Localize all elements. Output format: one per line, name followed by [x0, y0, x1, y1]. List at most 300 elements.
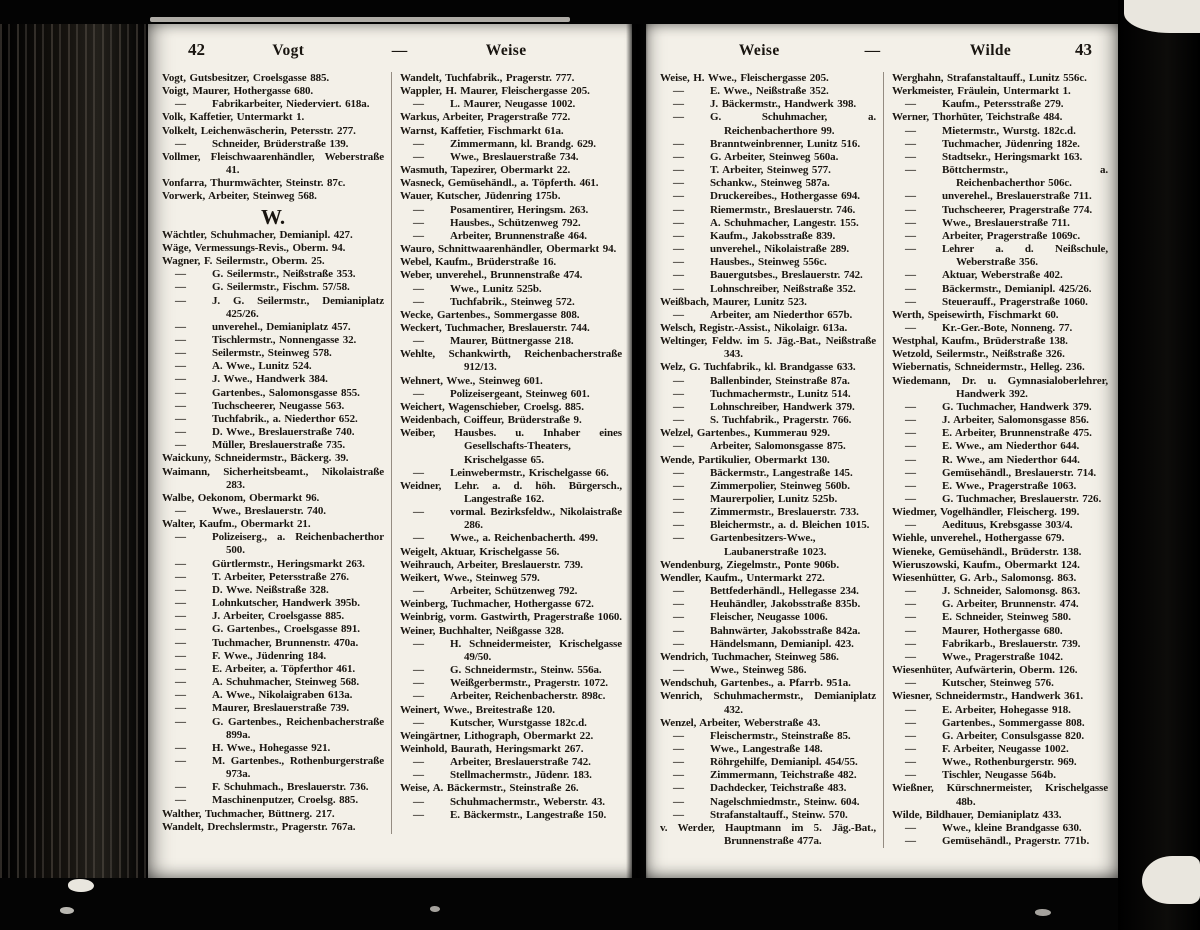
- ditto-dash: —: [175, 98, 186, 111]
- directory-entry: [892, 348, 1108, 361]
- directory-entry: [660, 72, 876, 85]
- entry-text: Wasneck, Gemüsehändl., a. Töpferth. 461.: [400, 177, 599, 190]
- directory-entry: [660, 427, 876, 440]
- ditto-dash: —: [905, 742, 916, 755]
- entry-text: Vonfarra, Thurmwächter, Steinstr. 87c.: [162, 177, 346, 190]
- entry-text: Müller, Breslauerstraße 735.: [212, 439, 346, 452]
- entry-text: Wiehle, unverehel., Hothergasse 679.: [892, 532, 1065, 545]
- directory-entry: [892, 664, 1108, 677]
- ditto-dash: —: [905, 585, 916, 598]
- ditto-dash: —: [413, 466, 424, 479]
- scan-artifact: [68, 879, 94, 892]
- ditto-dash: —: [175, 794, 186, 807]
- directory-entry: [892, 111, 1108, 124]
- ditto-dash: —: [905, 493, 916, 505]
- directory-entry: [892, 677, 1108, 690]
- entry-text: Seilermstr., Steinweg 578.: [212, 347, 332, 360]
- entry-text: Tischler, Neugasse 564b.: [942, 769, 1056, 782]
- ditto-dash: —: [905, 479, 916, 492]
- directory-entry: [162, 518, 384, 531]
- entry-text: Wecke, Gartenbes., Sommergasse 808.: [400, 308, 580, 321]
- directory-entry: [162, 584, 384, 597]
- directory-entry: [400, 322, 622, 335]
- ditto-dash: —: [905, 282, 916, 295]
- entry-text: Weiber, Hausbes. u. Inhaber eines Gesellschafts-Theaters, Krischelgasse 65.: [400, 427, 622, 466]
- entry-text: Leinwebermstr., Krischelgasse 66.: [450, 466, 609, 479]
- entry-text: Bäckermstr., Demianipl. 425/26.: [942, 282, 1092, 295]
- ditto-dash: —: [673, 190, 684, 203]
- entry-text: J. Schneider, Salomonsg. 863.: [942, 585, 1081, 598]
- entry-text: Walter, Kaufm., Obermarkt 21.: [162, 518, 311, 531]
- directory-entry: [162, 125, 384, 138]
- ditto-dash: —: [905, 203, 916, 216]
- entry-text: Tuchfabrik., Steinweg 572.: [450, 295, 575, 308]
- entry-text: Wwe., Breslauerstraße 711.: [942, 216, 1070, 229]
- entry-text: Fleischer, Neugasse 1006.: [710, 611, 828, 624]
- page-gutter: [626, 24, 648, 878]
- entry-text: Weise, H. Wwe., Fleischergasse 205.: [660, 72, 829, 84]
- directory-entry: [400, 717, 622, 730]
- directory-entry: [162, 400, 384, 413]
- ditto-dash: —: [905, 611, 916, 624]
- directory-entry: [892, 572, 1108, 585]
- directory-entry: [660, 822, 876, 848]
- ditto-dash: —: [175, 373, 186, 386]
- directory-entry: [660, 269, 876, 282]
- ditto-dash: —: [673, 479, 684, 492]
- directory-entry: [400, 401, 622, 414]
- entry-text: Tuchmacher, Jüdenring 182e.: [942, 137, 1080, 150]
- directory-entry: [892, 730, 1108, 743]
- directory-entry: [660, 690, 876, 716]
- entry-text: Kaufm., Jakobsstraße 839.: [710, 229, 836, 242]
- entry-text: G. Tuchmacher, Handwerk 379.: [942, 400, 1092, 413]
- directory-entry: [162, 72, 384, 85]
- directory-entry: [400, 296, 622, 309]
- entry-text: Lohnschreiber, Handwerk 379.: [710, 400, 855, 413]
- entry-text: unverehel., Breslauerstraße 711.: [942, 190, 1092, 203]
- directory-entry: [400, 375, 622, 388]
- entry-text: Maurer, Hothergasse 680.: [942, 624, 1063, 637]
- entry-text: Wehlte, Schankwirth, Reichenbacherstraße 912/13.: [400, 348, 622, 374]
- entry-text: Weißbach, Maurer, Lunitz 523.: [660, 295, 807, 308]
- ditto-dash: —: [673, 598, 684, 611]
- entry-text: Wieneke, Gemüsehändl., Brüderstr. 138.: [892, 545, 1082, 558]
- entry-text: Wwe., Rothenburgerstr. 969.: [942, 756, 1077, 769]
- ditto-dash: —: [673, 282, 684, 295]
- entry-text: Werth, Speisewirth, Fischmarkt 60.: [892, 308, 1059, 321]
- entry-text: Steuerauff., Pragerstraße 1060.: [942, 295, 1088, 308]
- left-page-header: [148, 24, 632, 68]
- left-page-column-2: [392, 72, 622, 834]
- directory-entry: [162, 821, 384, 834]
- directory-entry: [162, 111, 384, 124]
- entry-text: Schuhmachermstr., Weberstr. 43.: [450, 795, 605, 808]
- running-head-right-end: Wilde: [969, 42, 1012, 59]
- entry-text: Walther, Tuchmacher, Büttnerg. 217.: [162, 807, 335, 820]
- right-page-number: 43: [1075, 40, 1092, 59]
- entry-text: Stadtsekr., Heringsmarkt 163.: [942, 150, 1083, 163]
- directory-entry: [892, 375, 1108, 401]
- directory-entry: [660, 559, 876, 572]
- directory-entry: [660, 454, 876, 467]
- scan-edge-right: [1118, 0, 1200, 930]
- directory-entry: [892, 440, 1108, 453]
- directory-entry: [162, 281, 384, 294]
- entry-text: Branntweinbrenner, Lunitz 516.: [710, 137, 860, 150]
- entry-text: Kr.-Ger.-Bote, Nonneng. 77.: [942, 321, 1073, 334]
- entry-text: Lehrer a. d. Neißschule, Weberstraße 356.: [942, 243, 1108, 269]
- entry-text: Gartenbesitzers-Wwe., Laubanerstraße 1023.: [710, 532, 827, 558]
- entry-text: Wiedemann, Dr. u. Gymnasialoberlehrer, Handwerk 392.: [892, 374, 1108, 400]
- directory-entry: [892, 401, 1108, 414]
- directory-entry: [400, 638, 622, 664]
- directory-entry: [162, 439, 384, 452]
- entry-text: J. G. Seilermstr., Demianiplatz 425/26.: [212, 294, 384, 320]
- directory-entry: [660, 111, 876, 137]
- entry-text: Wwe., kleine Brandgasse 630.: [942, 821, 1082, 834]
- ditto-dash: —: [175, 360, 186, 373]
- directory-entry: [660, 283, 876, 296]
- directory-entry: [162, 426, 384, 439]
- entry-text: Tuchfabrik., a. Niederthor 652.: [212, 412, 358, 425]
- directory-entry: [660, 243, 876, 256]
- directory-entry: [400, 546, 622, 559]
- directory-entry: [660, 256, 876, 269]
- directory-entry: [400, 217, 622, 230]
- ditto-dash: —: [413, 387, 424, 400]
- ditto-dash: —: [905, 321, 916, 334]
- entry-text: H. Wwe., Hohegasse 921.: [212, 741, 331, 754]
- ditto-dash: —: [175, 676, 186, 689]
- entry-text: A. Wwe., Nikolaigraben 613a.: [212, 689, 353, 702]
- ditto-dash: —: [673, 769, 684, 782]
- directory-entry: [162, 794, 384, 807]
- directory-entry: [892, 598, 1108, 611]
- entry-text: Arbeiter, Brunnenstraße 464.: [450, 229, 587, 242]
- directory-entry: [400, 309, 622, 322]
- directory-entry: [660, 493, 876, 506]
- entry-text: J. Bäckermstr., Handwerk 398.: [710, 98, 857, 111]
- ditto-dash: —: [413, 716, 424, 729]
- ditto-dash: —: [175, 610, 186, 623]
- ditto-dash: —: [673, 493, 684, 505]
- directory-entry: [400, 230, 622, 243]
- ditto-dash: —: [175, 531, 186, 544]
- right-page-column-2: [884, 72, 1108, 848]
- directory-entry: [660, 164, 876, 177]
- ditto-dash: —: [413, 532, 424, 545]
- ditto-dash: —: [905, 243, 916, 256]
- ditto-dash: —: [175, 689, 186, 702]
- entry-text: Zimmermann, kl. Brandg. 629.: [450, 137, 596, 150]
- scan-artifact: [150, 17, 570, 22]
- entry-text: Arbeiter, Schützenweg 792.: [450, 585, 578, 598]
- entry-text: Weiner, Buchhalter, Neißgasse 328.: [400, 624, 564, 637]
- directory-entry: [162, 558, 384, 571]
- entry-text: Tuchscheerer, Neugasse 563.: [212, 399, 345, 412]
- directory-entry: [400, 111, 622, 124]
- directory-entry: [892, 269, 1108, 282]
- directory-entry: [400, 177, 622, 190]
- entry-text: Polizeisergeant, Steinweg 601.: [450, 387, 590, 400]
- ditto-dash: —: [905, 716, 916, 729]
- entry-text: J. Arbeiter, Salomonsgasse 856.: [942, 414, 1089, 427]
- ditto-dash: —: [673, 729, 684, 742]
- entry-text: G. Schuhmacher, a. Reichenbacherthore 99.: [710, 111, 876, 137]
- entry-text: Wagner, F. Seilermstr., Oberm. 25.: [162, 255, 325, 268]
- entry-text: E. Bäckermstr., Langestraße 150.: [450, 808, 607, 821]
- ditto-dash: —: [905, 427, 916, 440]
- entry-text: Vollmer, Fleischwaarenhändler, Weberstraße 41.: [162, 150, 384, 177]
- ditto-dash: —: [175, 439, 186, 452]
- directory-entry: [162, 781, 384, 794]
- entry-text: Maurer, Büttnergasse 218.: [450, 335, 574, 348]
- entry-text: Röhrgehilfe, Demianipl. 454/55.: [710, 756, 858, 769]
- entry-text: E. Schneider, Steinweg 580.: [942, 611, 1071, 624]
- entry-text: Wappler, H. Maurer, Fleischergasse 205.: [400, 85, 590, 98]
- ditto-dash: —: [905, 677, 916, 690]
- ditto-dash: —: [905, 98, 916, 111]
- entry-text: Weigelt, Aktuar, Krischelgasse 56.: [400, 545, 560, 558]
- entry-text: Aedituus, Krebsgasse 303/4.: [942, 519, 1073, 532]
- entry-text: Wwe., Breslauerstr. 740.: [212, 505, 326, 517]
- entry-text: Arbeiter, Breslauerstraße 742.: [450, 756, 591, 769]
- entry-text: Fleischermstr., Steinstraße 85.: [710, 729, 851, 742]
- entry-text: Weidner, Lehr. a. d. höh. Bürgersch., Langestraße 162.: [400, 479, 622, 505]
- entry-text: Weichert, Wagenschieber, Croelsg. 885.: [400, 400, 584, 413]
- entry-text: E. Arbeiter, Hohegasse 918.: [942, 703, 1071, 716]
- directory-entry: [660, 217, 876, 230]
- directory-entry: [660, 335, 876, 361]
- section-heading: W.: [260, 204, 286, 229]
- ditto-dash: —: [673, 466, 684, 479]
- entry-text: Maschinenputzer, Croelsg. 885.: [212, 794, 358, 807]
- directory-entry: [660, 532, 876, 558]
- entry-text: Wiesenhüter, Aufwärterin, Oberm. 126.: [892, 664, 1078, 677]
- directory-entry: [892, 743, 1108, 756]
- ditto-dash: —: [175, 649, 186, 662]
- ditto-dash: —: [175, 412, 186, 425]
- entry-text: Werkmeister, Fräulein, Untermarkt 1.: [892, 85, 1071, 98]
- entry-text: Wetzold, Seilermstr., Neißstraße 326.: [892, 348, 1065, 361]
- directory-entry: [162, 138, 384, 151]
- ditto-dash: —: [905, 164, 916, 177]
- directory-entry: [400, 348, 622, 374]
- entry-text: F. Wwe., Jüdenring 184.: [212, 649, 327, 662]
- directory-entry: [162, 610, 384, 623]
- entry-text: Maurer, Breslauerstraße 739.: [212, 702, 350, 715]
- directory-entry: [162, 637, 384, 650]
- directory-entry: [162, 755, 384, 781]
- entry-text: H. Schneidermeister, Krischelgasse 49/50.: [450, 637, 622, 663]
- directory-entry: [892, 335, 1108, 348]
- entry-text: Nagelschmiedmstr., Steinw. 604.: [710, 795, 860, 808]
- ditto-dash: —: [905, 519, 916, 532]
- directory-entry: [660, 467, 876, 480]
- directory-entry: [400, 611, 622, 624]
- directory-entry: [892, 125, 1108, 138]
- ditto-dash: —: [175, 333, 186, 346]
- ditto-dash: —: [673, 256, 684, 269]
- ditto-dash: —: [673, 229, 684, 242]
- entry-text: Bahnwärter, Jakobsstraße 842a.: [710, 624, 861, 637]
- ditto-dash: —: [905, 453, 916, 466]
- entry-text: Händelsmann, Demianipl. 423.: [710, 637, 854, 650]
- entry-text: Arbeiter, Salomonsgasse 875.: [710, 440, 846, 453]
- entry-text: Wwe., Pragerstraße 1042.: [942, 650, 1063, 663]
- directory-entry: [660, 506, 876, 519]
- directory-entry: [400, 414, 622, 427]
- ditto-dash: —: [673, 308, 684, 321]
- directory-entry: [660, 677, 876, 690]
- running-head-left-end: Weise: [485, 42, 527, 59]
- entry-text: Arbeiter, Reichenbacherstr. 898c.: [450, 690, 606, 703]
- ditto-dash: —: [413, 137, 424, 150]
- directory-entry: [162, 360, 384, 373]
- entry-text: S. Tuchfabrik., Pragerstr. 766.: [710, 414, 852, 427]
- directory-entry: [892, 454, 1108, 467]
- entry-text: v. Werder, Hauptmann im 5. Jäg.-Bat., Brunnenstraße 477a.: [660, 821, 876, 848]
- entry-text: Tuchmachermstr., Lunitz 514.: [710, 387, 851, 400]
- directory-entry: [892, 638, 1108, 651]
- directory-entry: [162, 466, 384, 492]
- entry-text: Stellmachermstr., Jüdenr. 183.: [450, 769, 592, 782]
- directory-entry: [892, 85, 1108, 98]
- directory-entry: [660, 138, 876, 151]
- running-head-right-separator: —: [864, 42, 881, 59]
- entry-text: Schneider, Brüderstraße 139.: [212, 137, 349, 150]
- entry-text: Kaufm., Petersstraße 279.: [942, 98, 1064, 111]
- entry-text: Wießner, Kürschnermeister, Krischelgasse 48b.: [892, 782, 1108, 808]
- entry-text: Weingärtner, Lithograph, Obermarkt 22.: [400, 729, 594, 742]
- ditto-dash: —: [175, 636, 186, 649]
- ditto-dash: —: [413, 637, 424, 650]
- ditto-dash: —: [413, 282, 424, 295]
- entry-text: G. Gartenbes., Reichenbacherstraße 899a.: [212, 715, 384, 741]
- ditto-dash: —: [413, 335, 424, 348]
- scan-edge-bottom: [0, 878, 1200, 930]
- entry-text: Wendler, Kaufm., Untermarkt 272.: [660, 571, 825, 584]
- ditto-dash: —: [673, 611, 684, 624]
- directory-entry: [660, 401, 876, 414]
- directory-entry: [892, 230, 1108, 243]
- entry-text: Voigt, Maurer, Hothergasse 680.: [162, 85, 314, 98]
- ditto-dash: —: [905, 756, 916, 769]
- entry-text: Schankw., Steinweg 587a.: [710, 177, 830, 190]
- entry-text: Warkus, Arbeiter, Pragerstraße 772.: [400, 111, 571, 124]
- ditto-dash: —: [413, 808, 424, 821]
- ditto-dash: —: [673, 243, 684, 256]
- entry-text: Wandelt, Drechslermstr., Pragerstr. 767a.: [162, 820, 356, 833]
- directory-entry: [660, 519, 876, 532]
- ditto-dash: —: [905, 769, 916, 782]
- directory-entry: [162, 492, 384, 505]
- directory-entry: [400, 559, 622, 572]
- entry-text: Wäge, Vermessungs-Revis., Oberm. 94.: [162, 241, 346, 254]
- entry-text: Wwe., Steinweg 586.: [710, 664, 807, 677]
- ditto-dash: —: [413, 216, 424, 229]
- ditto-dash: —: [905, 703, 916, 716]
- directory-entry: [892, 467, 1108, 480]
- ditto-dash: —: [905, 624, 916, 637]
- directory-entry: [892, 296, 1108, 309]
- entry-text: Maurerpolier, Lunitz 525b.: [710, 493, 838, 505]
- directory-entry: [892, 782, 1108, 808]
- entry-text: Welsch, Registr.-Assist., Nikolaigr. 613a.: [660, 321, 848, 334]
- left-page: [148, 24, 632, 878]
- directory-entry: [892, 72, 1108, 85]
- directory-entry: [400, 690, 622, 703]
- entry-text: Wendenburg, Ziegelmstr., Ponte 906b.: [660, 558, 839, 571]
- directory-entry: [162, 347, 384, 360]
- entry-text: Hausbes., Schützenweg 792.: [450, 216, 581, 229]
- entry-text: G. Arbeiter, Steinweg 560a.: [710, 150, 839, 163]
- directory-entry: [660, 177, 876, 190]
- right-page-header: [646, 24, 1118, 68]
- ditto-dash: —: [905, 835, 916, 848]
- entry-text: Posamentirer, Heringsm. 263.: [450, 203, 589, 216]
- ditto-dash: —: [673, 400, 684, 413]
- entry-text: Heuhändler, Jakobsstraße 835b.: [710, 598, 861, 611]
- entry-text: A. Wwe., Lunitz 524.: [212, 360, 312, 373]
- ditto-dash: —: [673, 374, 684, 387]
- ditto-dash: —: [175, 781, 186, 794]
- directory-entry: [400, 283, 622, 296]
- entry-text: Wwe., a. Reichenbacherth. 499.: [450, 532, 598, 545]
- ditto-dash: —: [413, 585, 424, 598]
- entry-text: Arbeiter, Pragerstraße 1069c.: [942, 229, 1080, 242]
- right-page-column-1: [660, 72, 884, 848]
- directory-entry: [400, 625, 622, 638]
- entry-text: Druckereibes., Hothergasse 694.: [710, 190, 860, 203]
- ditto-dash: —: [673, 85, 684, 98]
- entry-text: Wauro, Schnittwaarenhändler, Obermarkt 94.: [400, 243, 617, 256]
- entry-text: Westphal, Kaufm., Brüderstraße 138.: [892, 335, 1068, 348]
- directory-entry: [892, 546, 1108, 559]
- ditto-dash: —: [673, 532, 684, 545]
- ditto-dash: —: [175, 597, 186, 610]
- ditto-dash: —: [413, 664, 424, 677]
- entry-text: Waickuny, Schneidermstr., Bäckerg. 39.: [162, 452, 349, 465]
- directory-entry: [892, 559, 1108, 572]
- directory-entry: [162, 255, 384, 268]
- ditto-dash: —: [413, 769, 424, 782]
- directory-entry: [162, 242, 384, 255]
- entry-text: Wwe., Langestraße 148.: [710, 742, 823, 755]
- directory-entry: [400, 164, 622, 177]
- entry-text: Volk, Kaffetier, Untermarkt 1.: [162, 111, 305, 124]
- ditto-dash: —: [175, 320, 186, 333]
- directory-entry: [400, 585, 622, 598]
- directory-entry: [892, 585, 1108, 598]
- ditto-dash: —: [175, 702, 186, 715]
- ditto-dash: —: [905, 650, 916, 663]
- entry-text: Walbe, Oekonom, Obermarkt 96.: [162, 491, 320, 504]
- directory-entry: [892, 704, 1108, 717]
- directory-entry: [892, 625, 1108, 638]
- directory-entry: [892, 769, 1108, 782]
- directory-entry: [400, 572, 622, 585]
- entry-text: Wandelt, Tuchfabrik., Pragerstr. 777.: [400, 72, 575, 84]
- entry-text: J. Arbeiter, Croelsgasse 885.: [212, 610, 345, 623]
- entry-text: Weinert, Wwe., Breitestraße 120.: [400, 703, 555, 716]
- entry-text: Fabrikarbeiter, Niederviert. 618a.: [212, 98, 370, 111]
- directory-entry: [892, 151, 1108, 164]
- entry-text: Gartenbes., Sommergasse 808.: [942, 716, 1085, 729]
- entry-text: Wieruszowski, Kaufm., Obermarkt 124.: [892, 558, 1080, 571]
- ditto-dash: —: [413, 98, 424, 111]
